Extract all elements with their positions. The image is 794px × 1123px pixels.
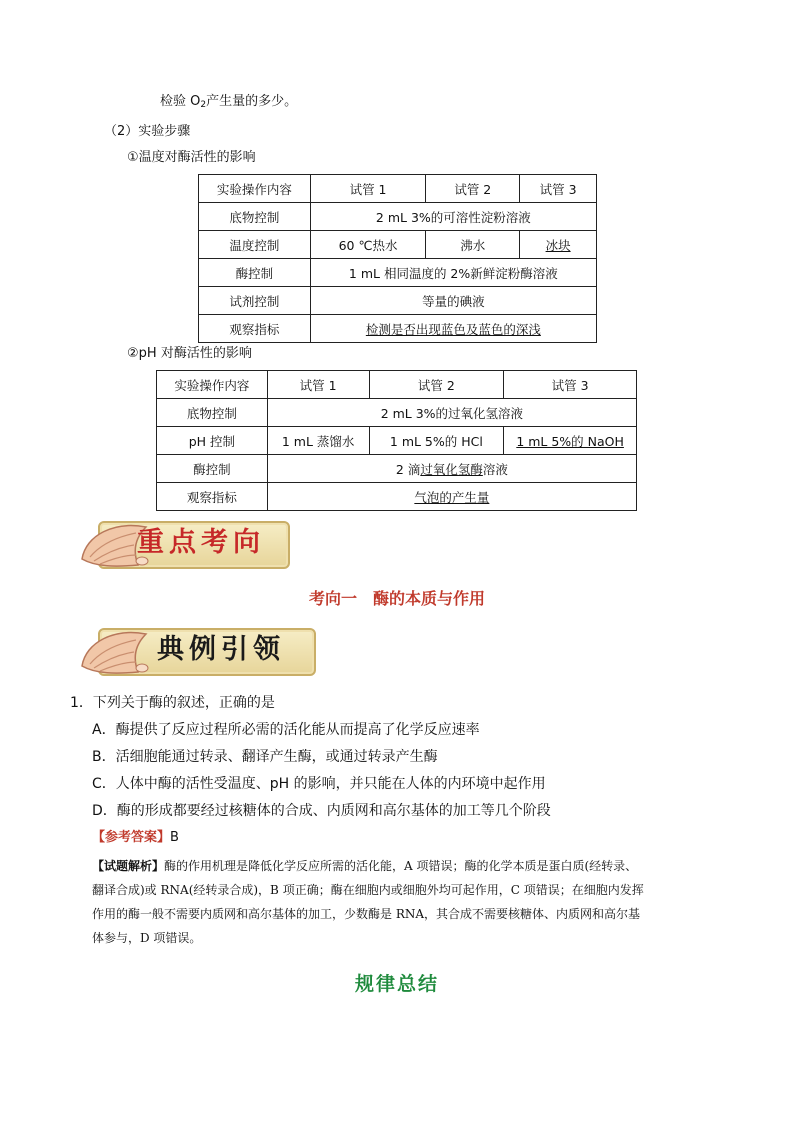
section-title: 考向一 酶的本质与作用 — [308, 589, 485, 608]
analysis-line — [92, 854, 712, 878]
option-c: C．人体中酶的活性受温度、pH 的影响，并只能在人体的内环境中起作用 — [92, 776, 546, 792]
analysis-line: 翻译合成)或 RNA(经转录合成)，B 项正确；酶在细胞内或细胞外均可起作用，C 项错误；在细胞内发挥 — [92, 883, 644, 897]
analysis-line: 体参与，D 项错误。 — [92, 931, 202, 945]
intro-line — [160, 93, 297, 114]
table-cell: 沸水 — [426, 231, 520, 259]
answer-label: 【参考答案】 — [92, 830, 171, 845]
row-label: 观察指标 — [157, 483, 268, 511]
table-row — [157, 427, 637, 455]
analysis-label: 【试题解析】 — [92, 859, 165, 873]
table-cell: 1 mL 5%的 NaOH — [504, 427, 637, 455]
table-row — [199, 175, 597, 203]
enzyme-name: 过氧化氢酶 — [420, 461, 483, 477]
temp-experiment-table — [198, 174, 597, 343]
table-row — [157, 483, 637, 511]
row-label: 底物控制 — [199, 203, 311, 231]
table-cell: 1 mL 蒸馏水 — [267, 427, 369, 455]
table-row — [199, 315, 597, 343]
table-row — [157, 455, 637, 483]
table-cell: 气泡的产生量 — [267, 483, 636, 511]
table-cell: 2 mL 3%的过氧化氢溶液 — [267, 399, 636, 427]
question-stem: 1．下列关于酶的叙述，正确的是 — [70, 695, 275, 711]
analysis-text: 酶的作用机理是降低化学反应所需的活化能，A 项错误；酶的化学本质是蛋白质(经转录、 — [164, 859, 638, 873]
table-row — [199, 231, 597, 259]
header-cell: 试管 2 — [426, 175, 520, 203]
temp-experiment-heading: ①温度对酶活性的影响 — [127, 150, 256, 165]
enzyme-suffix: 溶液 — [482, 461, 508, 477]
analysis-block — [92, 854, 712, 950]
header-cell: 实验操作内容 — [157, 371, 268, 399]
table-cell: 2 mL 3%的可溶性淀粉溶液 — [310, 203, 596, 231]
table-cell: 冰块 — [520, 231, 597, 259]
answer-line — [92, 829, 179, 847]
row-label: 底物控制 — [157, 399, 268, 427]
key-direction-banner — [76, 515, 290, 573]
table-cell: 60 ℃热水 — [310, 231, 426, 259]
answer-value: B — [170, 830, 179, 845]
header-cell: 实验操作内容 — [199, 175, 311, 203]
table-row — [157, 399, 637, 427]
steps-heading: （2）实验步骤 — [104, 124, 191, 139]
option-a: A．酶提供了反应过程所必需的活化能从而提高了化学反应速率 — [92, 722, 480, 738]
header-cell: 试管 3 — [504, 371, 637, 399]
summary-title: 规律总结 — [354, 973, 439, 995]
header-cell: 试管 1 — [310, 175, 426, 203]
row-label: 温度控制 — [199, 231, 311, 259]
example-banner — [76, 622, 316, 680]
ph-experiment-heading: ②pH 对酶活性的影响 — [127, 346, 252, 361]
analysis-line: 作用的酶一般不需要内质网和高尔基体的加工，少数酶是 RNA，其合成不需要核糖体、内质网和高尔基 — [92, 907, 641, 921]
row-label: 酶控制 — [157, 455, 268, 483]
option-b: B．活细胞能通过转录、翻译产生酶，或通过转录产生酶 — [92, 749, 438, 765]
header-cell: 试管 3 — [520, 175, 597, 203]
ph-experiment-table — [156, 370, 637, 511]
table-row — [199, 203, 597, 231]
table-row — [199, 287, 597, 315]
row-label: 观察指标 — [199, 315, 311, 343]
row-label: 试剂控制 — [199, 287, 311, 315]
table-cell: 1 mL 相同温度的 2%新鲜淀粉酶溶液 — [310, 259, 596, 287]
row-label: 酶控制 — [199, 259, 311, 287]
table-cell: 等量的碘液 — [310, 287, 596, 315]
intro-prefix: 检验 O — [160, 94, 201, 109]
intro-subscript: 2 — [200, 100, 207, 110]
enzyme-prefix: 2 滴 — [395, 461, 421, 477]
banner-example-title: 典例引领 — [157, 634, 285, 665]
row-label: pH 控制 — [157, 427, 268, 455]
banner-key-title: 重点考向 — [137, 527, 265, 558]
table-row — [157, 371, 637, 399]
intro-suffix: 产生量的多少。 — [206, 94, 298, 109]
table-row — [199, 259, 597, 287]
header-cell: 试管 2 — [369, 371, 504, 399]
header-cell: 试管 1 — [267, 371, 369, 399]
option-d: D．酶的形成都要经过核糖体的合成、内质网和高尔基体的加工等几个阶段 — [92, 803, 551, 819]
table-cell: 检测是否出现蓝色及蓝色的深浅 — [310, 315, 596, 343]
table-cell: 1 mL 5%的 HCl — [369, 427, 504, 455]
table-cell — [267, 455, 636, 483]
